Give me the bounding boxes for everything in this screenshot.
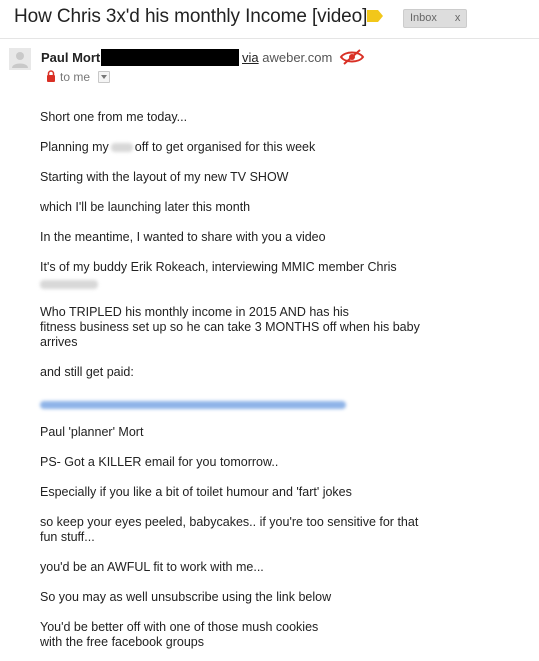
- email-subject: How Chris 3x'd his monthly Income [video]: [14, 6, 368, 27]
- chevron-down-icon: [101, 75, 107, 79]
- signature: Paul 'planner' Mort: [40, 425, 144, 439]
- body-line: with the free facebook groups: [40, 635, 204, 649]
- recipient-details-button[interactable]: [98, 71, 110, 83]
- lock-icon: [46, 70, 56, 82]
- body-line: fun stuff...: [40, 530, 95, 544]
- eye-slash-icon[interactable]: [339, 48, 365, 66]
- body-line: PS- Got a KILLER email for you tomorrow..: [40, 455, 279, 469]
- via-domain-text: aweber.com: [262, 50, 333, 65]
- blurred-word: [111, 143, 133, 152]
- blurred-link[interactable]: [40, 398, 346, 413]
- subject-bar: [0, 0, 539, 38]
- via-domain[interactable]: [242, 50, 332, 65]
- body-line: so keep your eyes peeled, babycakes.. if you're too sensitive for that: [40, 515, 419, 529]
- body-line: and still get paid:: [40, 365, 134, 379]
- body-line: Starting with the layout of my new TV SHOW: [40, 170, 289, 184]
- body-text-fragment: off to get organised for this week: [134, 140, 316, 154]
- via-link[interactable]: via: [242, 50, 259, 65]
- inbox-label-chip[interactable]: [403, 9, 467, 28]
- body-text-fragment: Planning my: [40, 140, 109, 154]
- body-line: [40, 140, 315, 155]
- inbox-label-text: Inbox: [410, 12, 437, 24]
- body-line: you'd be an AWFUL fit to work with me...: [40, 560, 264, 574]
- body-line: which I'll be launching later this month: [40, 200, 251, 214]
- avatar-icon[interactable]: [9, 48, 31, 70]
- recipient-to-me: to me: [60, 70, 91, 84]
- body-line: Especially if you like a bit of toilet humour and 'fart' jokes: [40, 485, 352, 499]
- body-line: Short one from me today...: [40, 110, 188, 124]
- body-line: In the meantime, I wanted to share with you a video: [40, 230, 326, 244]
- remove-label-button[interactable]: x: [454, 12, 461, 24]
- body-line: arrives: [40, 335, 78, 349]
- body-line: fitness business set up so he can take 3 MONTHS off when his baby: [40, 320, 420, 334]
- body-line: Who TRIPLED his monthly income in 2015 AND has his: [40, 305, 349, 319]
- redacted-email-address: [101, 49, 239, 66]
- body-line: You'd be better off with one of those mush cookies: [40, 620, 319, 634]
- sender-name[interactable]: Paul Mort: [41, 50, 101, 65]
- body-line: So you may as well unsubscribe using the link below: [40, 590, 332, 604]
- blurred-surname: [40, 278, 98, 293]
- label-tag-icon[interactable]: [367, 10, 383, 22]
- body-line: It's of my buddy Erik Rokeach, interviewing MMIC member Chris: [40, 260, 397, 274]
- header-divider: [0, 38, 539, 39]
